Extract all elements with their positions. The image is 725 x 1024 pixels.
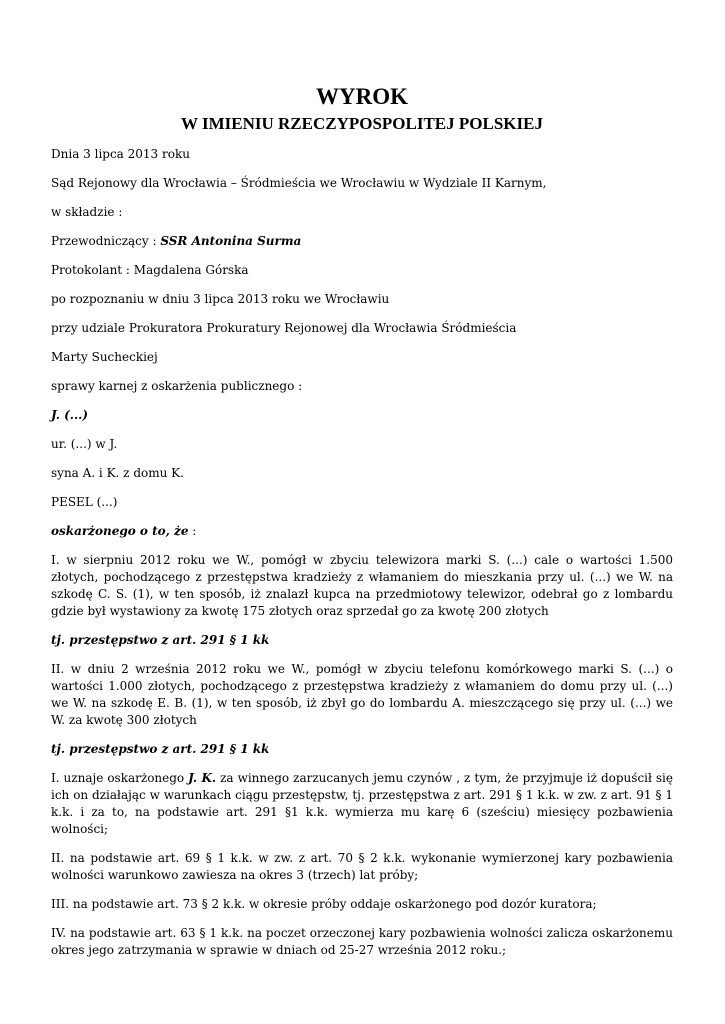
charge-text: I. w sierpniu 2012 roku we W., pomógł w zbyciu telewizora marki S. (...) cale o wartości 1.500 złotych, pochodzącego z przestępstwa kradzieży z włamaniem do mieszkania przy ul. (...) we W. na szkodę C. S. (1), w ten sposób, iż znalazł kupca na przedmiotowy telewizor, odebrał go z lombardu gdzie był wystawiony za kwotę 175 złotych oraz sprzedał go za kwotę 200 złotych xyxy=(51,553,673,618)
ruling-item: II. na podstawie art. 69 § 1 k.k. w zw. z art. 70 § 2 k.k. wykonanie wymierzonej kary pozbawienia wolności warunkowo zawiesza na okres 3 (trzech) lat próby; xyxy=(51,851,673,882)
court-name: Sąd Rejonowy dla Wrocławia – Śródmieścia we Wrocławiu w Wydziale II Karnym, xyxy=(51,176,547,190)
charge-text: II. w dniu 2 września 2012 roku we W., pomógł w zbyciu telefonu komórkowego marki S. (...) o wartości 1.000 złotych, pochodzącego z przestępstwa kradzieży z włamaniem do domu przy ul. (...) we W. na szkodę E. B. (1), w ten sposób, iż zbył go do lombardu A. mieszczącego się przy ul. (...) we W. za kwotę 300 złotych xyxy=(51,662,673,727)
ruling-item: III. na podstawie art. 73 § 2 k.k. w okresie próby oddaje oskarżonego pod dozór kuratora; xyxy=(51,897,597,911)
prosecutor-name: Marty Sucheckiej xyxy=(51,350,158,364)
accused-suffix: : xyxy=(188,524,197,538)
accused-heading xyxy=(51,523,673,540)
judgment-document xyxy=(51,84,673,971)
accused-label: oskarżonego o to, że xyxy=(51,524,189,538)
presiding-judge-label: Przewodniczący : xyxy=(51,234,161,248)
hearing-info: po rozpoznaniu w dniu 3 lipca 2013 roku we Wrocławiu xyxy=(51,292,390,306)
defendant-birth: ur. (...) w J. xyxy=(51,437,118,451)
judgment-date: Dnia 3 lipca 2013 roku xyxy=(51,147,190,161)
ruling-prefix: I. uznaje oskarżonego xyxy=(51,771,189,785)
ruling-item: IV. na podstawie art. 63 § 1 k.k. na poczet orzeczonej kary pozbawienia wolności zalicza oskarżonemu okres jego zatrzymania w sprawie w dniach od 25-27 września 2012 roku.; xyxy=(51,926,673,957)
defendant-name: J. (...) xyxy=(51,408,88,422)
document-title: WYROK xyxy=(316,84,408,109)
defendant-parents: syna A. i K. z domu K. xyxy=(51,466,184,480)
composition-label: w składzie : xyxy=(51,205,123,219)
defendant-pesel: PESEL (...) xyxy=(51,495,118,509)
presiding-judge-name: SSR Antonina Surma xyxy=(160,234,302,248)
ruling-defendant-name: J. K. xyxy=(188,771,217,785)
charge-qualification: tj. przestępstwo z art. 291 § 1 kk xyxy=(51,742,270,756)
document-subtitle: W IMIENIU RZECZYPOSPOLITEJ POLSKIEJ xyxy=(181,114,543,133)
court-clerk: Protokolant : Magdalena Górska xyxy=(51,263,249,277)
prosecutor-info: przy udziale Prokuratora Prokuratury Rejonowej dla Wrocławia Śródmieścia xyxy=(51,321,517,335)
ruling-item xyxy=(51,770,673,838)
case-type: sprawy karnej z oskarżenia publicznego : xyxy=(51,379,303,393)
presiding-judge xyxy=(51,233,673,250)
charge-qualification: tj. przestępstwo z art. 291 § 1 kk xyxy=(51,633,270,647)
ruling-text: za winnego zarzucanych jemu czynów , z tym, że przyjmuje iż dopuścił się ich on działając w warunkach ciągu przestępstw, tj. przestępstwa z art. 291 § 1 k.k. w zw. z art. 91 § 1 k.k. i za to, na podstawie art. 291 §1 k.k. wymierza mu karę 6 (sześciu) miesięcy pozbawienia wolności; xyxy=(51,771,673,836)
